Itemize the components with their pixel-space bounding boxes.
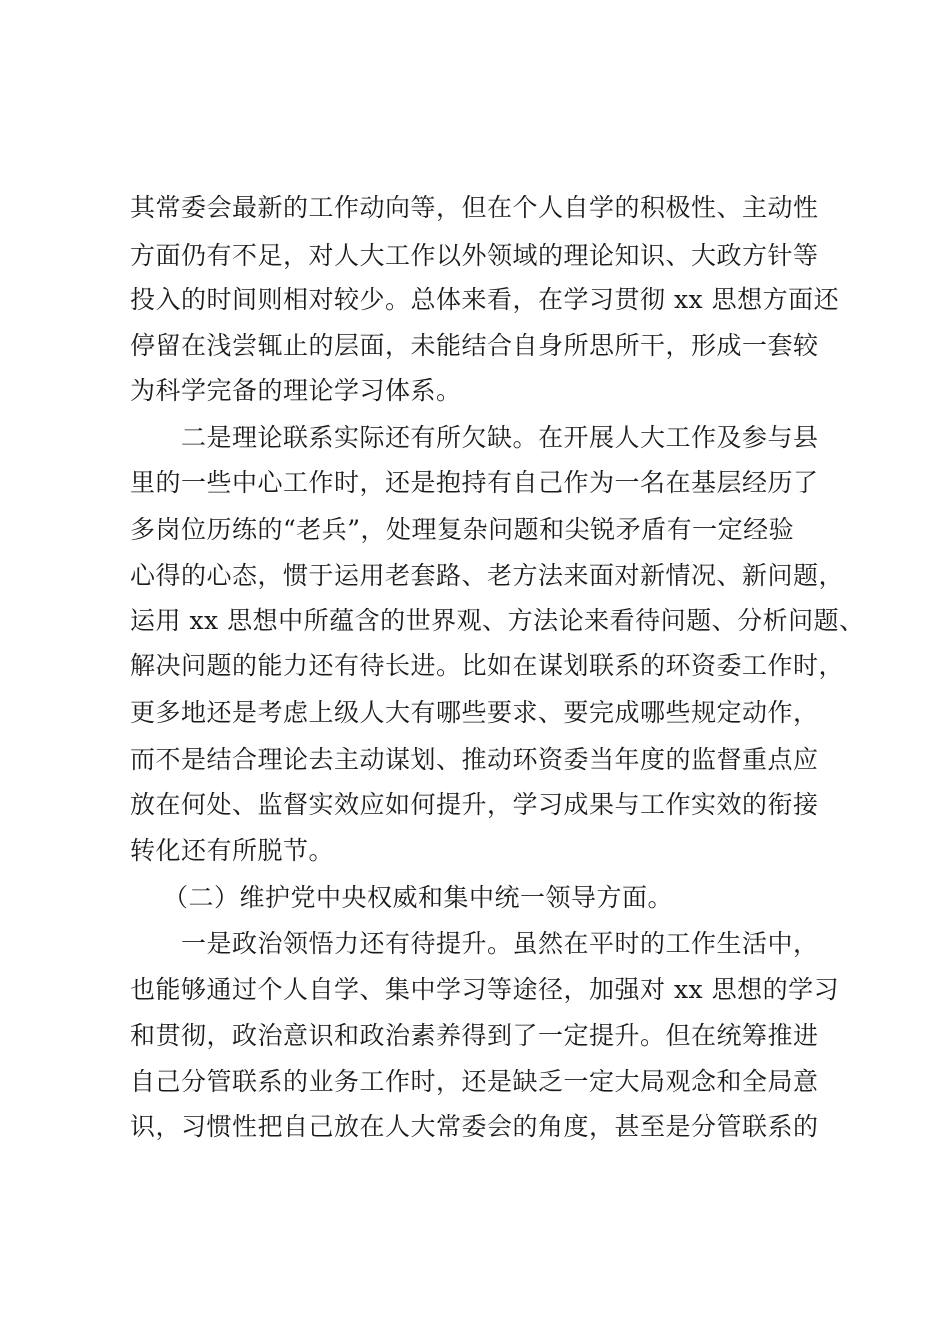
text-line: 投入的时间则相对较少。总体来看，在学习贯彻 xx 思想方面还 xyxy=(130,285,840,314)
text-line: 心得的心态，惯于运用老套路、老方法来面对新情况、新问题， xyxy=(130,561,845,590)
paragraph-start-line: 二是理论联系实际还有所欠缺。在开展人大工作及参与县 xyxy=(181,423,819,452)
text-line: 多岗位历练的“老兵”，处理复杂问题和尖锐矛盾有一定经验 xyxy=(130,515,795,544)
text-line: 其常委会最新的工作动向等，但在个人自学的积极性、主动性 xyxy=(130,193,819,222)
text-line: 解决问题的能力还有待长进。比如在谋划联系的环资委工作时， xyxy=(130,651,845,680)
text-line: 转化还有所脱节。 xyxy=(130,836,335,865)
text-line: 运用 xx 思想中所蕴含的世界观、方法论来看待问题、分析问题、 xyxy=(130,606,865,635)
paragraph-start-line: 一是政治领悟力还有待提升。虽然在平时的工作生活中， xyxy=(181,929,819,958)
text-line: 停留在浅尝辄止的层面，未能结合自身所思所干，形成一套较 xyxy=(130,331,819,360)
text-line: 为科学完备的理论学习体系。 xyxy=(130,376,462,405)
text-line: 而不是结合理论去主动谋划、推动环资委当年度的监督重点应 xyxy=(130,745,819,774)
text-line: 自己分管联系的业务工作时，还是缺乏一定大局观念和全局意 xyxy=(130,1067,819,1096)
text-line: 方面仍有不足，对人大工作以外领域的理论知识、大政方针等 xyxy=(130,241,819,270)
text-line: 里的一些中心工作时，还是抱持有自己作为一名在基层经历了 xyxy=(130,468,819,497)
text-line: 识，习惯性把自己放在人大常委会的角度，甚至是分管联系的 xyxy=(130,1112,819,1141)
text-line: 放在何处、监督实效应如何提升，学习成果与工作实效的衔接 xyxy=(130,790,819,819)
text-line: 和贯彻，政治意识和政治素养得到了一定提升。但在统筹推进 xyxy=(130,1021,819,1050)
text-line: 更多地还是考虑上级人大有哪些要求、要完成哪些规定动作， xyxy=(130,698,819,727)
text-line: 也能够通过个人自学、集中学习等途径，加强对 xx 思想的学习 xyxy=(130,975,840,1004)
section-heading: （二）维护党中央权威和集中统一领导方面。 xyxy=(163,883,674,912)
